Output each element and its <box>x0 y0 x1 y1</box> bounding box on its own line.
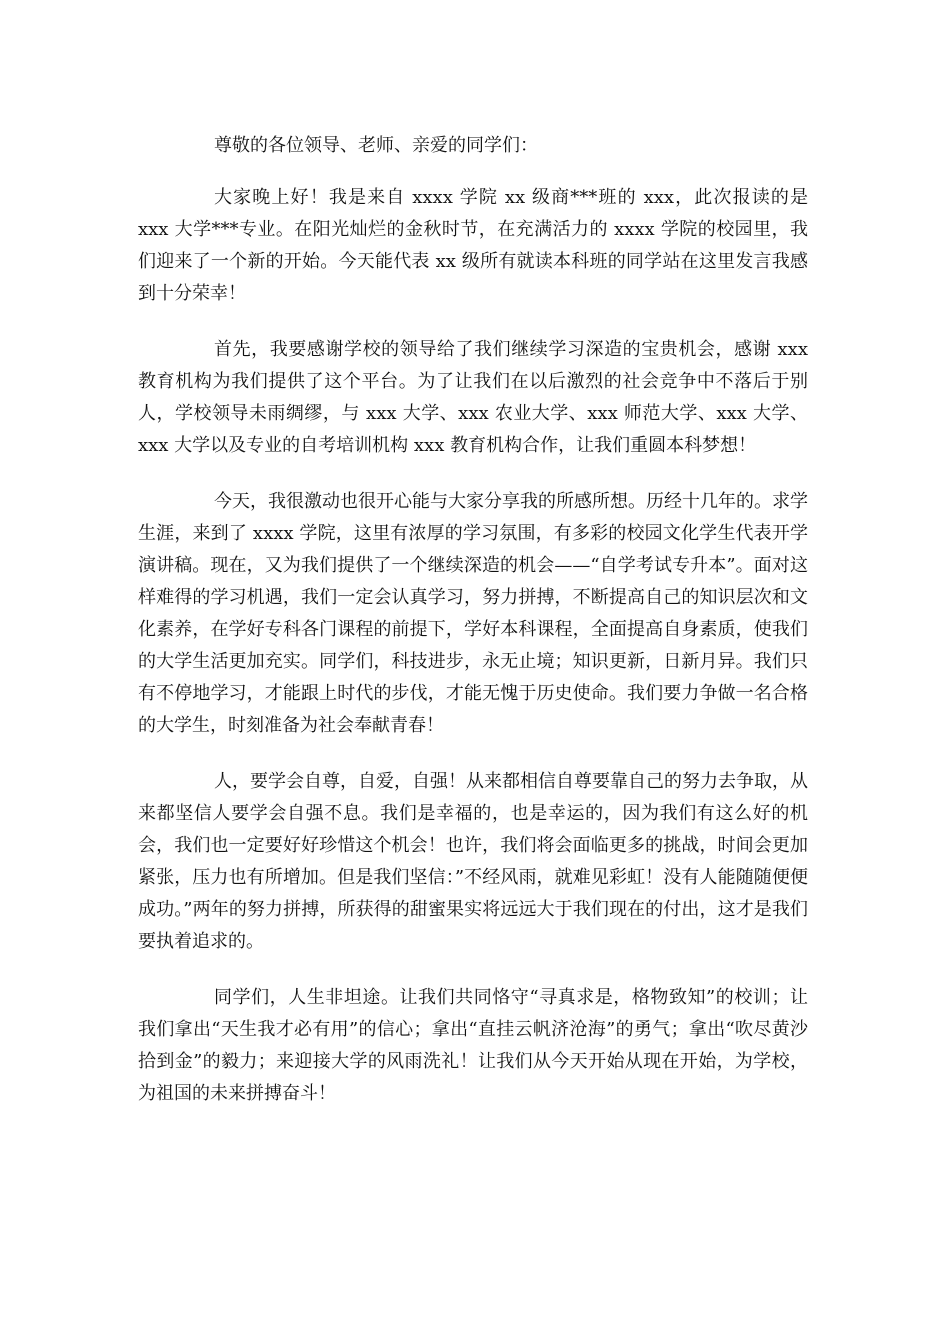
speech-body <box>138 130 808 1134</box>
paragraph-closing: 同学们，人生非坦途。让我们共同恪守“寻真求是，格物致知”的校训；让我们拿出“天生我才必有用”的信心；拿出“直挂云帆济沧海”的勇气；拿出“吹尽黄沙拾到金”的毅力；来迎接大学的风雨洗礼！让我们从今天开始从现在开始，为学校，为祖国的未来拼搏奋斗！ <box>138 987 808 1104</box>
paragraph-self-strength: 人，要学会自尊，自爱，自强！从来都相信自尊要靠自己的努力去争取，从来都坚信人要学会自强不息。我们是幸福的，也是幸运的，因为我们有这么好的机会，我们也一定要好好珍惜这个机会！也许，我们将会面临更多的挑战，时间会更加紧张，压力也有所增加。但是我们坚信：”不经风雨，就难见彩虹！没有人能随随便便成功。”两年的努力拼搏，所获得的甜蜜果实将远远大于我们现在的付出，这才是我们要执着追求的。 <box>138 771 808 952</box>
paragraph-greeting: 大家晚上好！我是来自 xxxx 学院 xx 级商***班的 xxx，此次报读的是 xxx 大学***专业。在阳光灿烂的金秋时节，在充满活力的 xxxx 学院的校园里，我们迎来了一个新的开始。今天能代表 xx 级所有就读本科班的同学站在这里发言我感到十分荣幸！ <box>138 187 808 304</box>
salutation: 尊敬的各位领导、老师、亲爱的同学们： <box>214 135 538 156</box>
paragraph-feelings: 今天，我很激动也很开心能与大家分享我的所感所想。历经十几年的。求学生涯，来到了 xxxx 学院，这里有浓厚的学习氛围，有多彩的校园文化学生代表开学演讲稿。现在，又为我们提供了一个继续深造的机会——“自学考试专升本”。面对这样难得的学习机遇，我们一定会认真学习，努力拼搏，不断提高自己的知识层次和文化素养，在学好专科各门课程的前提下，学好本科课程，全面提高自身素质，使我们的大学生活更加充实。同学们，科技进步，永无止境；知识更新，日新月异。我们只有不停地学习，才能跟上时代的步伐，才能无愧于历史使命。我们要力争做一名合格的大学生，时刻准备为社会奉献青春！ <box>138 491 808 736</box>
paragraph-thanks: 首先，我要感谢学校的领导给了我们继续学习深造的宝贵机会，感谢 xxx 教育机构为我们提供了这个平台。为了让我们在以后激烈的社会竞争中不落后于别人，学校领导未雨绸缪，与 xxx 大学、xxx 农业大学、xxx 师范大学、xxx 大学、xxx 大学以及专业的自考培训机构 xxx 教育机构合作，让我们重圆本科梦想！ <box>138 339 808 456</box>
